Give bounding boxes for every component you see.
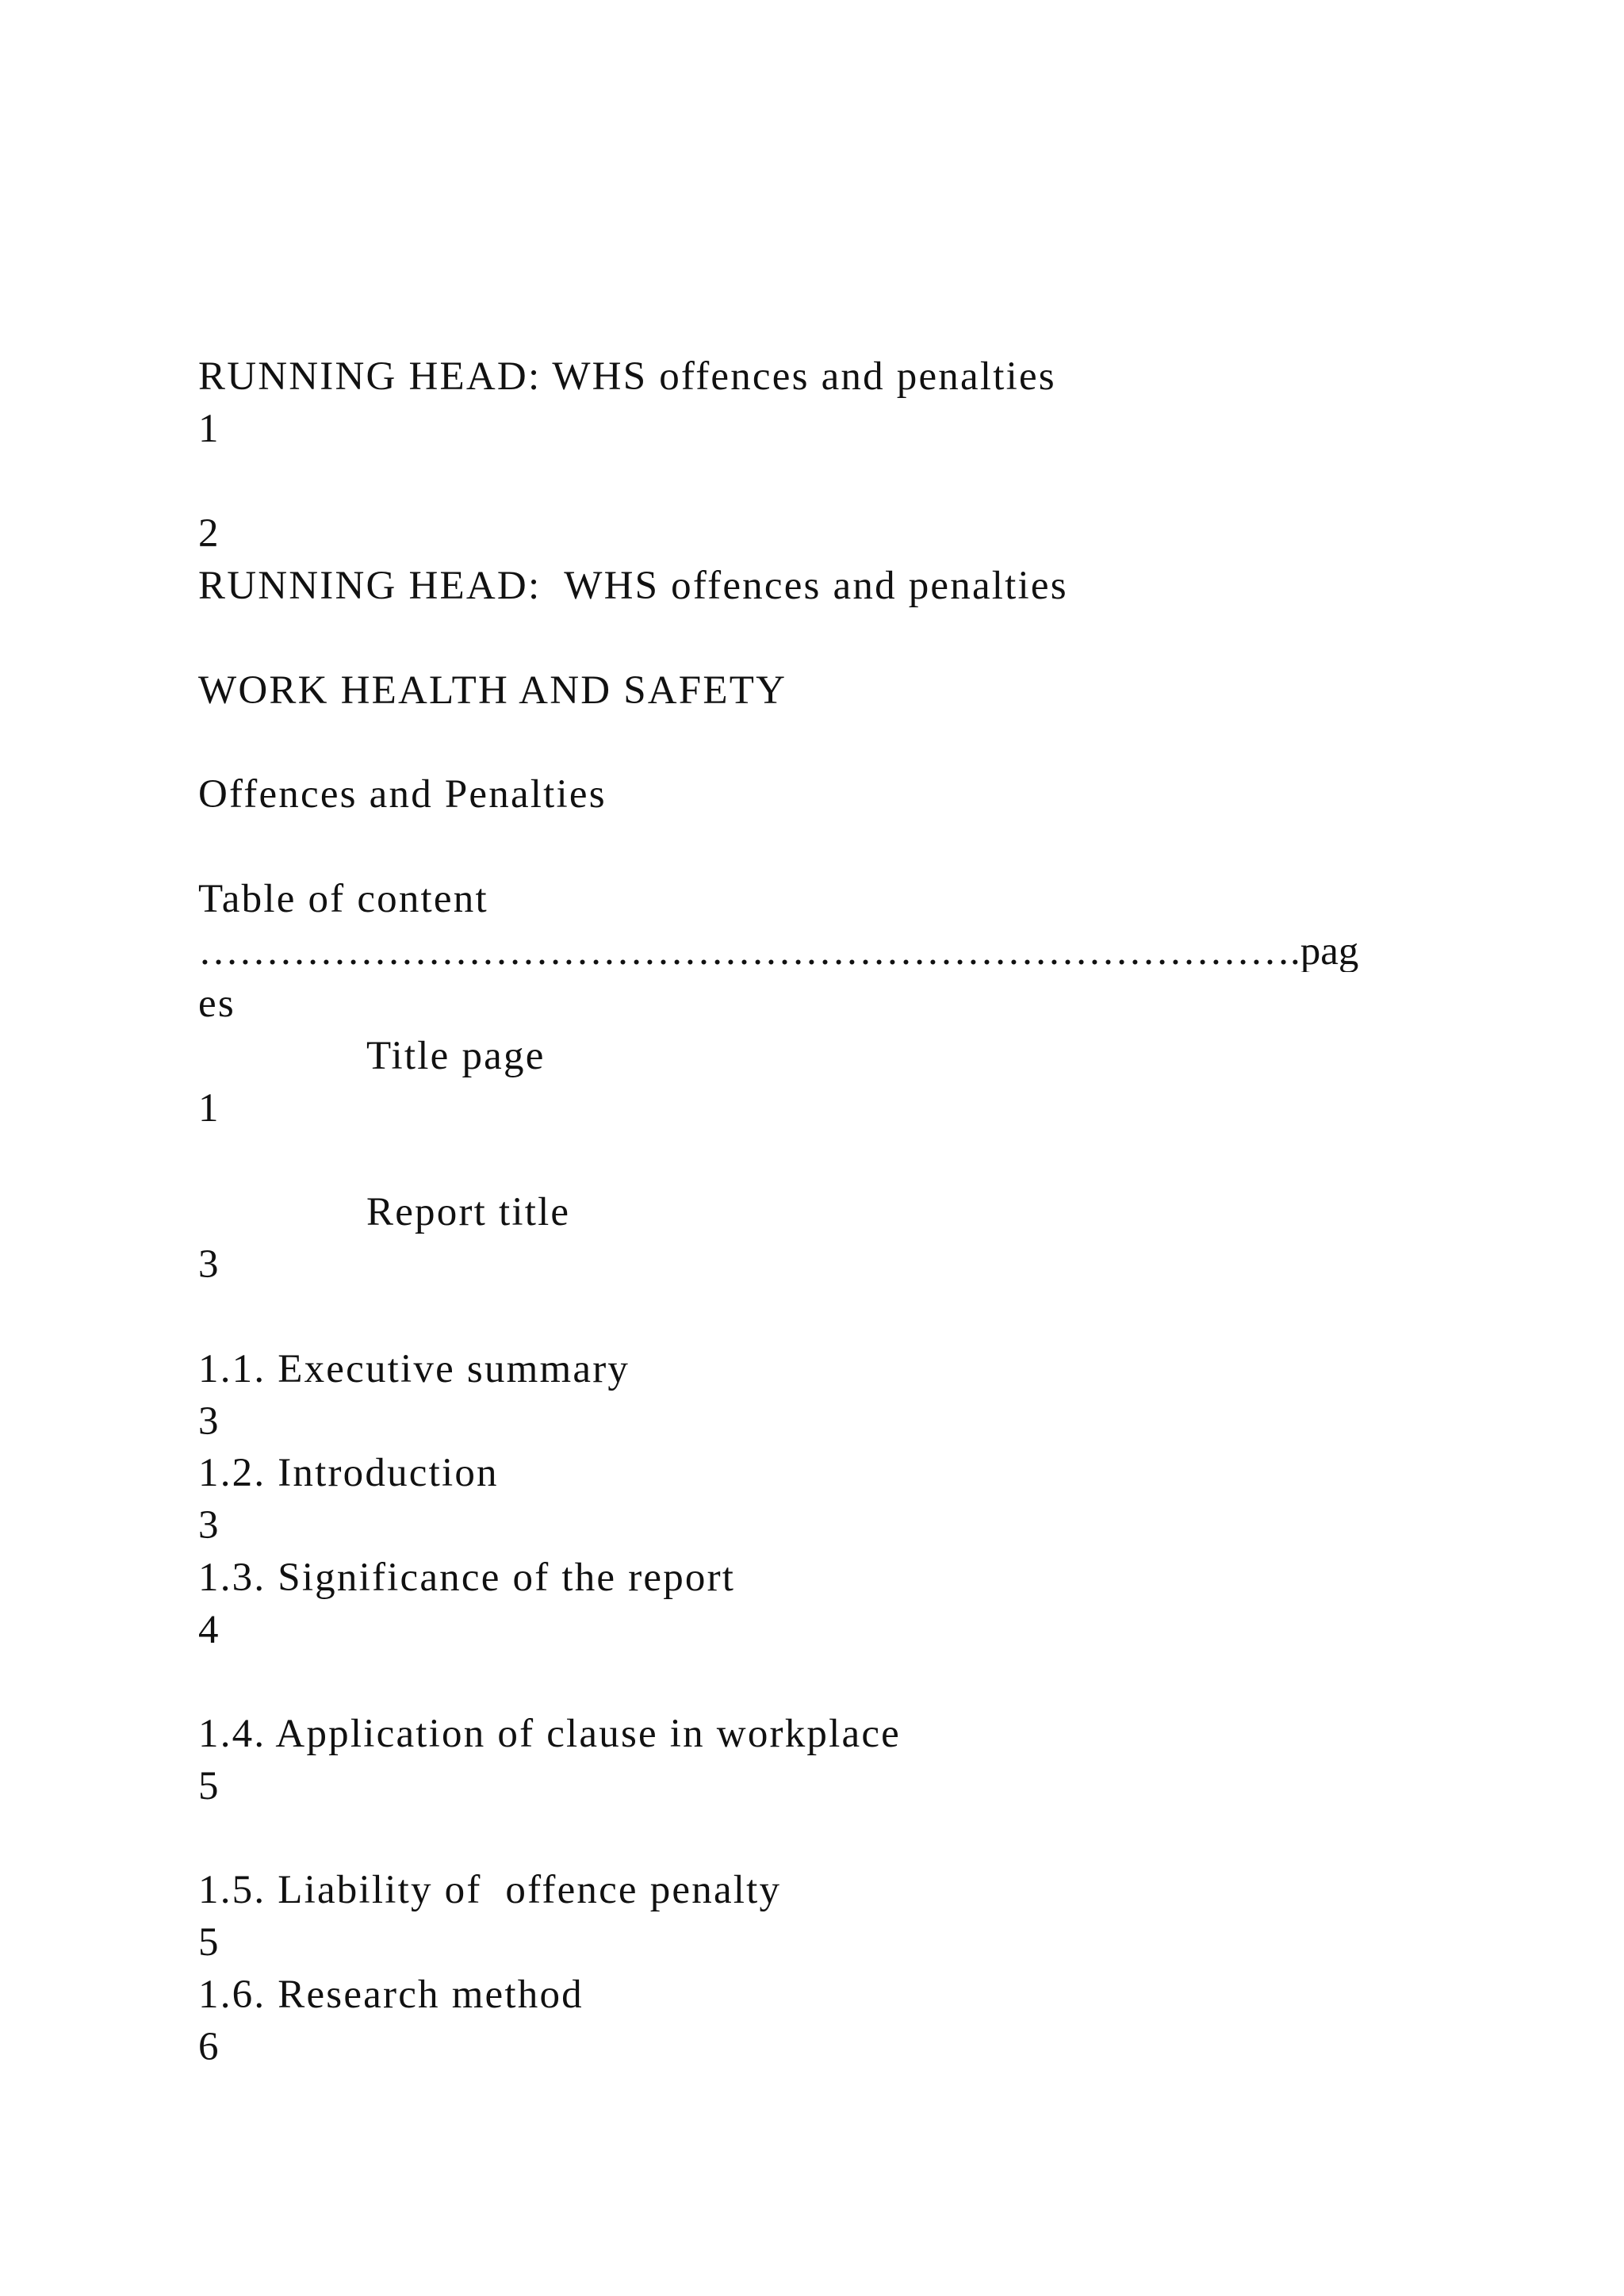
running-head-page-2: RUNNING HEAD: WHS offences and penalties [198,564,1068,608]
toc-entry-page: 5 [198,1920,220,1965]
toc-entry-label: 1.2. Introduction [198,1451,499,1495]
toc-entry-label: Report title [366,1190,571,1234]
running-head-page-1: RUNNING HEAD: WHS offences and penalties [198,354,1056,399]
toc-entry-label: 1.5. Liability of offence penalty [198,1868,782,1912]
toc-entry-page: 5 [198,1764,220,1808]
toc-entry-page: 1 [198,1086,220,1131]
document-title: WORK HEALTH AND SAFETY [198,668,787,713]
toc-entry-label: 1.1. Executive summary [198,1347,630,1391]
page-number-2: 2 [198,511,220,556]
toc-entry-page: 3 [198,1399,220,1444]
toc-entry-page: 4 [198,1608,220,1652]
toc-entry-label: 1.3. Significance of the report [198,1556,736,1600]
toc-heading: Table of content [198,877,488,921]
toc-entry-label: 1.4. Application of clause in workplace [198,1712,901,1756]
toc-leader-line: ……………………………………………………………………….pag [198,932,1359,972]
toc-entry-page: 6 [198,2025,220,2069]
toc-entry-page: 3 [198,1503,220,1548]
toc-entry-label: 1.6. Research method [198,1973,584,2017]
toc-entry-page: 3 [198,1242,220,1287]
page-number-1: 1 [198,407,220,451]
toc-leader-wrap: es [198,982,236,1026]
toc-entry-label: Title page [366,1034,546,1078]
document-subtitle: Offences and Penalties [198,772,607,817]
